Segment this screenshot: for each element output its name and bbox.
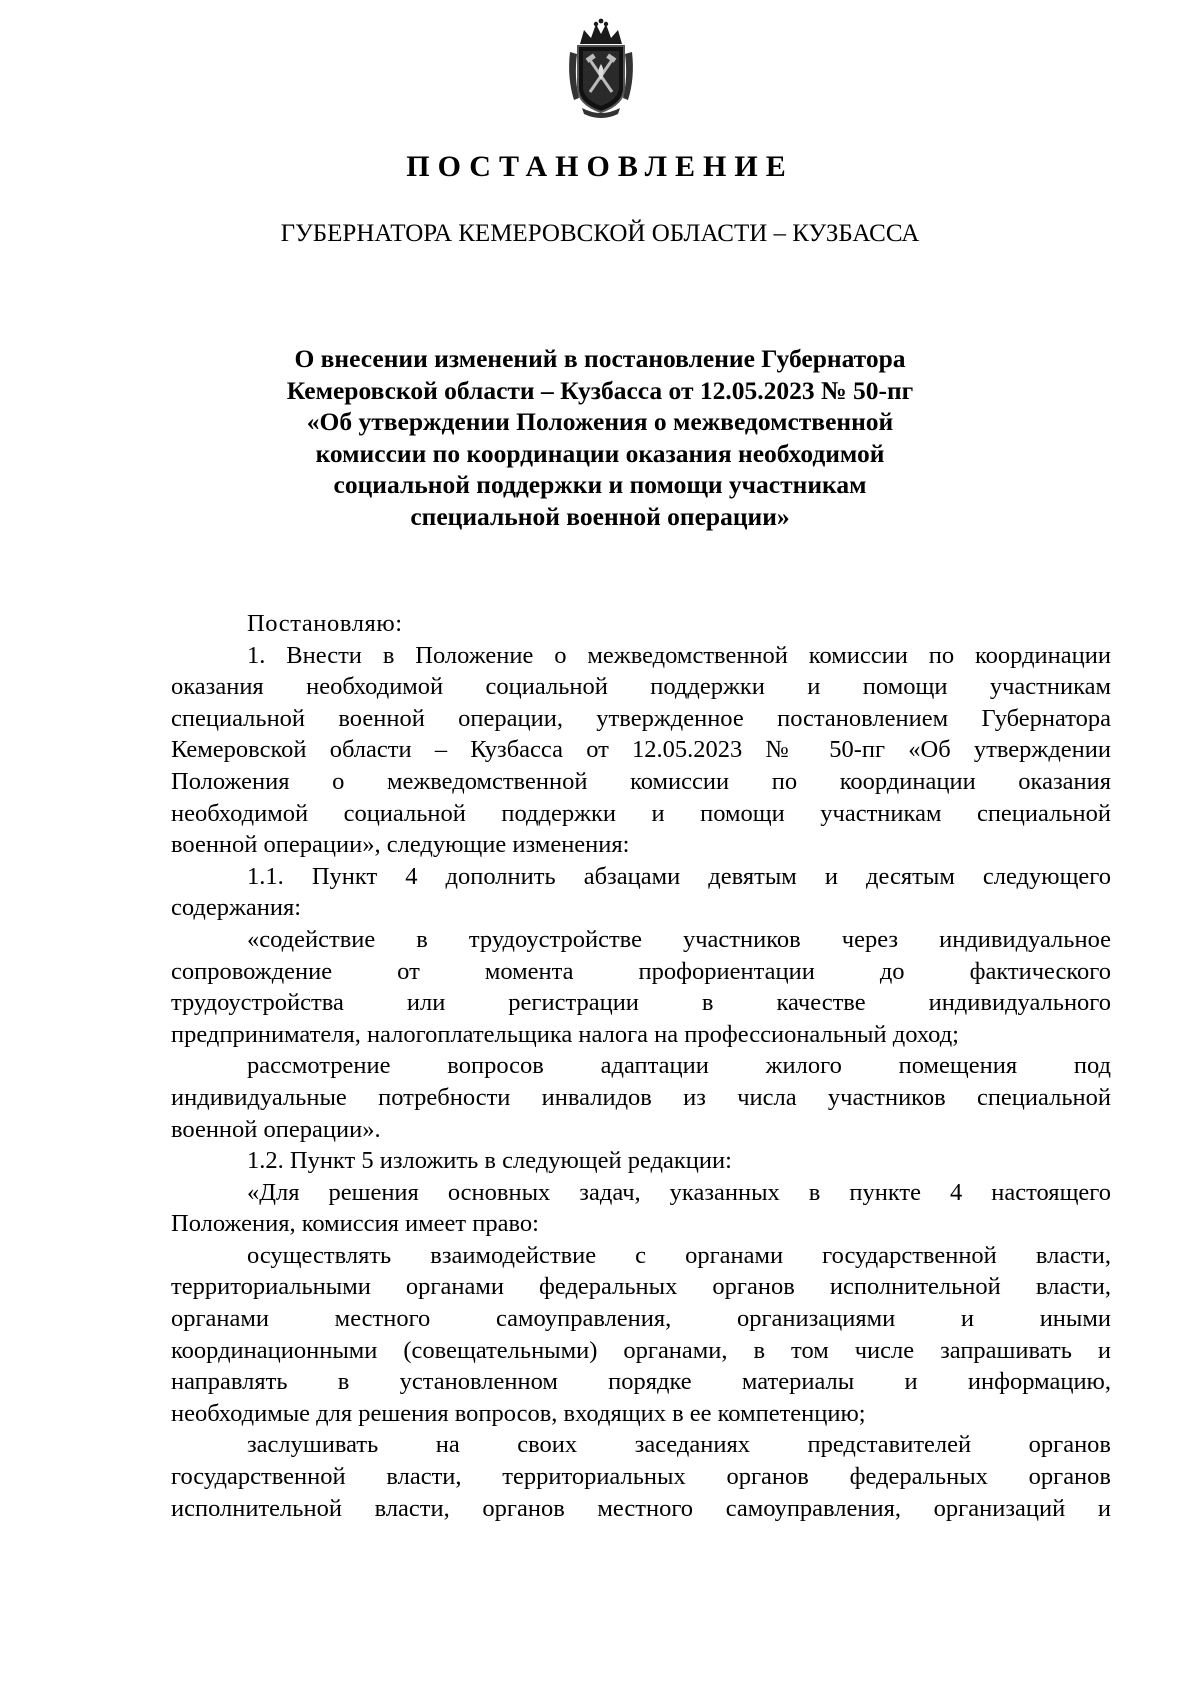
body-line: рассмотрение вопросов адаптации жилого помещения под	[247, 1052, 1111, 1080]
body-line: трудоустройства или регистрации в качестве индивидуального	[171, 989, 1111, 1017]
body-line: Положения о межведомственной комиссии по координации оказания	[171, 767, 1111, 795]
body-line: сопровождение от момента профориентации до фактического	[171, 957, 1111, 985]
document-subject	[250, 343, 950, 532]
body-line: содержания:	[171, 894, 302, 922]
body-line: заслушивать на своих заседаниях представителей органов	[247, 1431, 1111, 1459]
body-line: территориальными органами федеральных органов исполнительной власти,	[171, 1273, 1111, 1301]
document-body	[171, 608, 1111, 1524]
body-line: оказания необходимой социальной поддержки и помощи участникам	[171, 673, 1111, 701]
body-line: Кемеровской области – Кузбасса от 12.05.2023 № 50-пг «Об утверждении	[171, 736, 1111, 764]
body-line: 1.2. Пункт 5 изложить в следующей редакции:	[247, 1147, 732, 1175]
body-line: 1.1. Пункт 4 дополнить абзацами девятым и десятым следующего	[247, 862, 1111, 890]
subject-line: О внесении изменений в постановление Губернатора	[294, 344, 906, 373]
body-line: государственной власти, территориальных органов федеральных органов	[171, 1463, 1111, 1491]
body-line: «содействие в трудоустройстве участников через индивидуальное	[247, 925, 1111, 953]
body-line: предпринимателя, налогоплательщика налога на профессиональный доход;	[171, 1020, 959, 1048]
body-line: необходимой социальной поддержки и помощи участникам специальной	[171, 799, 1111, 827]
coat-of-arms-icon	[566, 18, 636, 118]
document-type-title: ПОСТАНОВЛЕНИЕ	[406, 150, 794, 183]
body-line: военной операции».	[171, 1115, 381, 1143]
subject-line: Кемеровской области – Кузбасса от 12.05.2023 № 50-пг	[286, 375, 914, 405]
body-line: Положения, комиссия имеет право:	[171, 1210, 539, 1238]
subject-line: социальной поддержки и помощи участникам	[333, 470, 867, 499]
body-line: 1. Внести в Положение о межведомственной комиссии по координации	[247, 641, 1111, 669]
resolution-preamble: Постановляю:	[247, 610, 403, 637]
body-line: специальной военной операции, утвержденное постановлением Губернатора	[171, 704, 1111, 732]
body-line: индивидуальные потребности инвалидов из числа участников специальной	[171, 1083, 1111, 1111]
subject-line: специальной военной операции»	[410, 501, 790, 531]
body-line: направлять в установленном порядке материалы и информацию,	[171, 1368, 1111, 1396]
body-line: исполнительной власти, органов местного самоуправления, организаций и	[171, 1494, 1111, 1522]
issuing-authority: ГУБЕРНАТОРА КЕМЕРОВСКОЙ ОБЛАСТИ – КУЗБАССА	[280, 220, 920, 247]
body-line: военной операции», следующие изменения:	[171, 831, 630, 859]
subject-line: комиссии по координации оказания необходимой	[315, 438, 885, 468]
body-line: необходимые для решения вопросов, входящих в ее компетенцию;	[171, 1399, 866, 1427]
body-line: осуществлять взаимодействие с органами государственной власти,	[247, 1241, 1111, 1269]
subject-line: «Об утверждении Положения о межведомственной	[306, 407, 894, 436]
body-line: «Для решения основных задач, указанных в пункте 4 настоящего	[247, 1178, 1111, 1206]
body-line: координационными (совещательными) органами, в том числе запрашивать и	[171, 1336, 1111, 1364]
body-line: органами местного самоуправления, организациями и иными	[171, 1305, 1111, 1333]
